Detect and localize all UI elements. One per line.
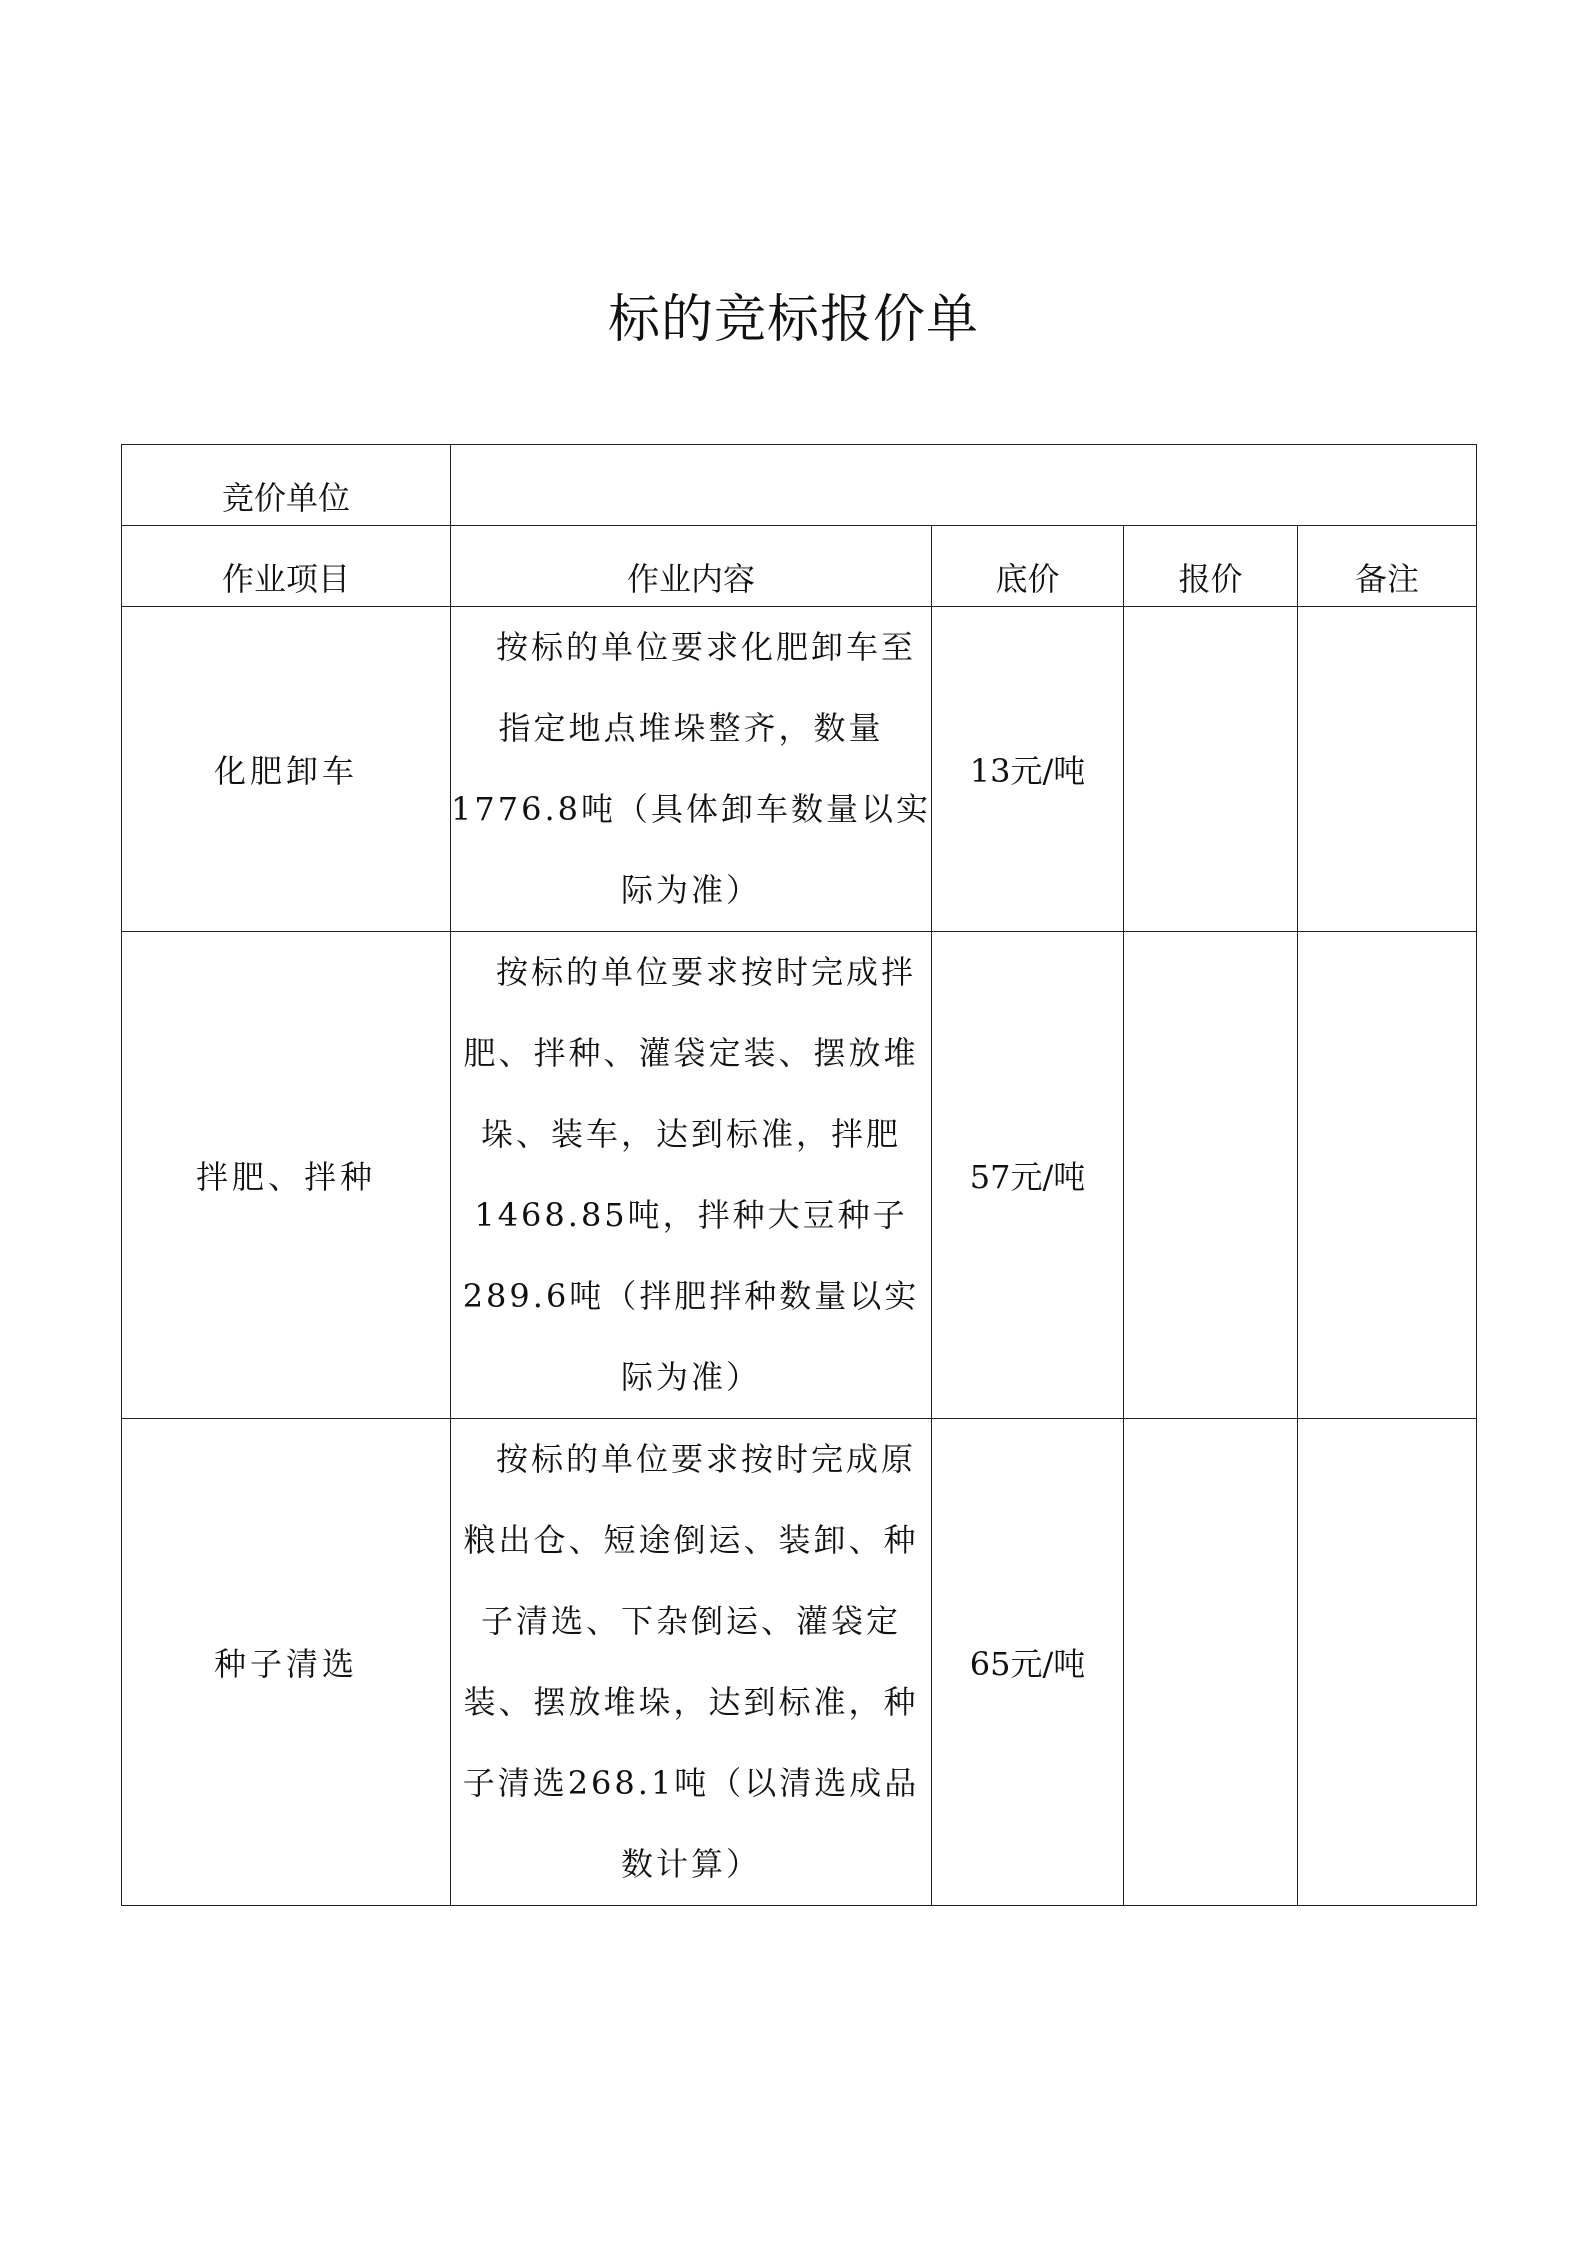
row-item: 种子清选 [122,1419,451,1906]
header-item-label: 作业项目 [221,560,350,598]
row-remark[interactable] [1298,932,1477,1419]
row-content-text: 按标的单位要求按时完成拌肥、拌种、灌袋定装、摆放堆垛、装车，达到标准，拌肥1468.85吨，拌种大豆种子289.6吨（拌肥拌种数量以实际为准） [462,953,920,1396]
bidder-row [122,445,1477,526]
row-quote[interactable] [1124,607,1298,932]
page-title: 标的竞标报价单 [607,290,979,350]
header-row [122,526,1477,607]
header-content-label: 作业内容 [626,560,755,598]
row-content [451,607,932,932]
header-remark [1298,526,1477,607]
row-content-text: 按标的单位要求化肥卸车至指定地点堆垛整齐，数量1776.8吨（具体卸车数量以实际为准） [451,628,931,909]
bidder-label-cell [122,445,451,526]
row-remark[interactable] [1298,1419,1477,1906]
header-quote-label: 报价 [1178,560,1243,598]
row-quote[interactable] [1124,932,1298,1419]
row-item: 化肥卸车 [122,607,451,932]
row-item: 拌肥、拌种 [122,932,451,1419]
header-quote [1124,526,1298,607]
row-quote[interactable] [1124,1419,1298,1906]
header-item [122,526,451,607]
row-base-price: 57元/吨 [932,932,1124,1419]
header-content [451,526,932,607]
table-row [122,1419,1477,1906]
quote-table [121,444,1477,1906]
table-row [122,607,1477,932]
bidder-label: 竞价单位 [221,479,350,517]
table-row [122,932,1477,1419]
bidder-value-cell[interactable] [451,445,1477,526]
row-content-text: 按标的单位要求按时完成原粮出仓、短途倒运、装卸、种子清选、下杂倒运、灌袋定装、摆放堆垛，达到标准，种子清选268.1吨（以清选成品数计算） [462,1440,920,1883]
header-base-price [932,526,1124,607]
row-base-price: 13元/吨 [932,607,1124,932]
row-base-price: 65元/吨 [932,1419,1124,1906]
row-content [451,932,932,1419]
row-remark[interactable] [1298,607,1477,932]
header-base-price-label: 底价 [995,560,1060,598]
row-content [451,1419,932,1906]
header-remark-label: 备注 [1354,560,1419,598]
